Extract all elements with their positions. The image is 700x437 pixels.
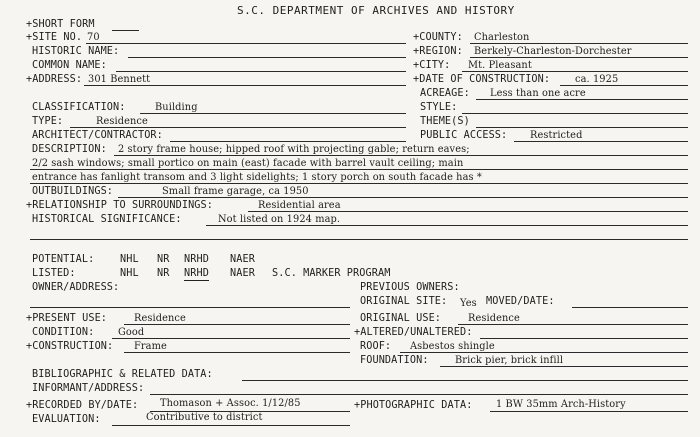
evaluation-line bbox=[112, 425, 350, 426]
foundation-line bbox=[440, 366, 688, 367]
short-form-line bbox=[112, 30, 139, 31]
relationship-label: +RELATIONSHIP TO SURROUNDINGS: bbox=[26, 200, 214, 211]
acreage-line bbox=[476, 99, 688, 100]
altered-label: +ALTERED/UNALTERED: bbox=[354, 327, 473, 338]
foundation-value: Brick pier, brick infill bbox=[455, 355, 564, 366]
relationship-line bbox=[248, 211, 688, 212]
historical-significance-label: HISTORICAL SIGNIFICANCE: bbox=[32, 214, 182, 225]
evaluation-label: EVALUATION: bbox=[32, 414, 101, 425]
informant-line bbox=[150, 394, 688, 395]
bibliographic-label: BIBLIOGRAPHIC & RELATED DATA: bbox=[32, 369, 213, 380]
owner-address-label: OWNER/ADDRESS: bbox=[32, 282, 120, 293]
outbuildings-label: OUTBUILDINGS: bbox=[32, 186, 114, 197]
recorded-by-value: Thomason + Assoc. 1/12/85 bbox=[160, 398, 301, 409]
classification-label: CLASSIFICATION: bbox=[32, 102, 126, 113]
potential-nrhd: NRHD bbox=[184, 254, 209, 265]
type-line bbox=[70, 127, 406, 128]
altered-line bbox=[480, 338, 688, 339]
date-line bbox=[560, 85, 688, 86]
listed-nr: NR bbox=[157, 268, 170, 279]
type-label: TYPE: bbox=[32, 116, 64, 127]
photographic-data-label: +PHOTOGRAPHIC DATA: bbox=[354, 400, 473, 411]
architect-line bbox=[170, 141, 406, 142]
listed-naer: NAER bbox=[230, 268, 255, 279]
public-access-label: PUBLIC ACCESS: bbox=[420, 130, 508, 141]
potential-label: POTENTIAL: bbox=[32, 254, 95, 265]
county-value: Charleston bbox=[474, 32, 530, 43]
photographic-data-value: 1 BW 35mm Arch-History bbox=[496, 399, 626, 410]
foundation-label: FOUNDATION: bbox=[360, 355, 429, 366]
region-value: Berkely-Charleston-Dorchester bbox=[474, 46, 632, 57]
bibliographic-line bbox=[242, 380, 688, 381]
condition-value: Good bbox=[118, 327, 145, 338]
form-title: S.C. DEPARTMENT OF ARCHIVES AND HISTORY bbox=[237, 4, 515, 17]
themes-label: THEME(S) bbox=[420, 116, 470, 127]
description-underline-3 bbox=[30, 183, 688, 184]
outbuildings-value: Small frame garage, ca 1950 bbox=[162, 186, 309, 197]
acreage-label: ACREAGE: bbox=[420, 88, 470, 99]
region-label: +REGION: bbox=[413, 46, 463, 57]
common-name-line bbox=[116, 71, 406, 72]
county-label: +COUNTY: bbox=[413, 32, 463, 43]
construction-label: +CONSTRUCTION: bbox=[26, 341, 114, 352]
description-label: DESCRIPTION: bbox=[32, 144, 107, 155]
present-use-label: +PRESENT USE: bbox=[26, 313, 108, 324]
moved-date-label: MOVED/DATE: bbox=[486, 296, 555, 307]
listed-nhl: NHL bbox=[120, 268, 139, 279]
original-use-label: ORIGINAL USE: bbox=[360, 313, 442, 324]
county-line bbox=[470, 43, 688, 44]
listed-nrhd-underlined: NRHD bbox=[184, 268, 209, 279]
condition-label: CONDITION: bbox=[32, 327, 95, 338]
city-value: Mt. Pleasant bbox=[468, 60, 532, 71]
photographic-line bbox=[490, 411, 688, 412]
original-use-value: Residence bbox=[468, 313, 520, 324]
description-underline-2 bbox=[30, 169, 688, 170]
moved-date-line bbox=[572, 307, 688, 308]
significance-line-1 bbox=[206, 225, 688, 226]
owner-line bbox=[30, 307, 350, 308]
type-value: Residence bbox=[96, 116, 148, 127]
description-line-3: entrance has fanlight transom and 3 light sidelights; 1 story porch on south facade has * bbox=[32, 172, 482, 183]
roof-label: ROOF: bbox=[360, 341, 392, 352]
common-name-label: COMMON NAME: bbox=[32, 60, 107, 71]
historic-name-line bbox=[128, 57, 406, 58]
informant-label: INFORMANT/ADDRESS: bbox=[32, 383, 145, 394]
city-label: +CITY: bbox=[413, 60, 451, 71]
classification-value: Building bbox=[155, 102, 198, 113]
site-no-value: 70 bbox=[87, 32, 100, 43]
description-underline-1 bbox=[114, 155, 688, 156]
date-of-construction-label: +DATE OF CONSTRUCTION: bbox=[413, 74, 551, 85]
historical-significance-value: Not listed on 1924 map. bbox=[218, 214, 341, 225]
original-use-line bbox=[458, 324, 688, 325]
potential-nr: NR bbox=[157, 254, 170, 265]
construction-value: Frame bbox=[134, 341, 167, 352]
style-line bbox=[462, 113, 688, 114]
themes-line bbox=[476, 127, 688, 128]
city-line bbox=[462, 71, 688, 72]
original-site-value: Yes bbox=[460, 298, 477, 309]
architect-label: ARCHITECT/CONTRACTOR: bbox=[32, 130, 163, 141]
roof-line bbox=[400, 352, 688, 353]
condition-line bbox=[112, 338, 350, 339]
address-line bbox=[84, 85, 406, 86]
site-no-label: +SITE NO. bbox=[26, 32, 83, 43]
public-access-line bbox=[514, 141, 688, 142]
present-use-line bbox=[124, 324, 350, 325]
address-value: 301 Bennett bbox=[88, 74, 151, 85]
address-label: +ADDRESS: bbox=[26, 74, 83, 85]
region-line bbox=[470, 57, 688, 58]
present-use-value: Residence bbox=[134, 313, 186, 324]
date-of-construction-value: ca. 1925 bbox=[575, 74, 619, 85]
previous-owners-label: PREVIOUS OWNERS: bbox=[360, 282, 460, 293]
description-line-2: 2/2 sash windows; small portico on main (east) facade with barrel vault ceiling; main bbox=[32, 158, 464, 169]
site-no-line bbox=[86, 43, 406, 44]
listed-label: LISTED: bbox=[32, 268, 76, 279]
evaluation-value: Contributive to district bbox=[146, 412, 263, 423]
construction-line bbox=[124, 352, 350, 353]
potential-nhl: NHL bbox=[120, 254, 139, 265]
style-label: STYLE: bbox=[420, 102, 458, 113]
historic-name-label: HISTORIC NAME: bbox=[32, 46, 120, 57]
roof-value: Asbestos shingle bbox=[410, 341, 495, 352]
description-line-1: 2 story frame house; hipped roof with projecting gable; return eaves; bbox=[118, 144, 470, 155]
original-site-label: ORIGINAL SITE: bbox=[360, 296, 448, 307]
potential-naer: NAER bbox=[230, 254, 255, 265]
significance-line-2 bbox=[30, 239, 688, 240]
acreage-value: Less than one acre bbox=[490, 88, 586, 99]
outbuildings-line bbox=[118, 197, 688, 198]
recorded-by-label: +RECORDED BY/DATE: bbox=[26, 400, 139, 411]
short-form-label: +SHORT FORM bbox=[26, 19, 95, 30]
classification-line bbox=[140, 113, 406, 114]
marker-program-label: S.C. MARKER PROGRAM bbox=[272, 268, 391, 279]
relationship-value: Residential area bbox=[258, 200, 341, 211]
public-access-value: Restricted bbox=[530, 130, 583, 141]
